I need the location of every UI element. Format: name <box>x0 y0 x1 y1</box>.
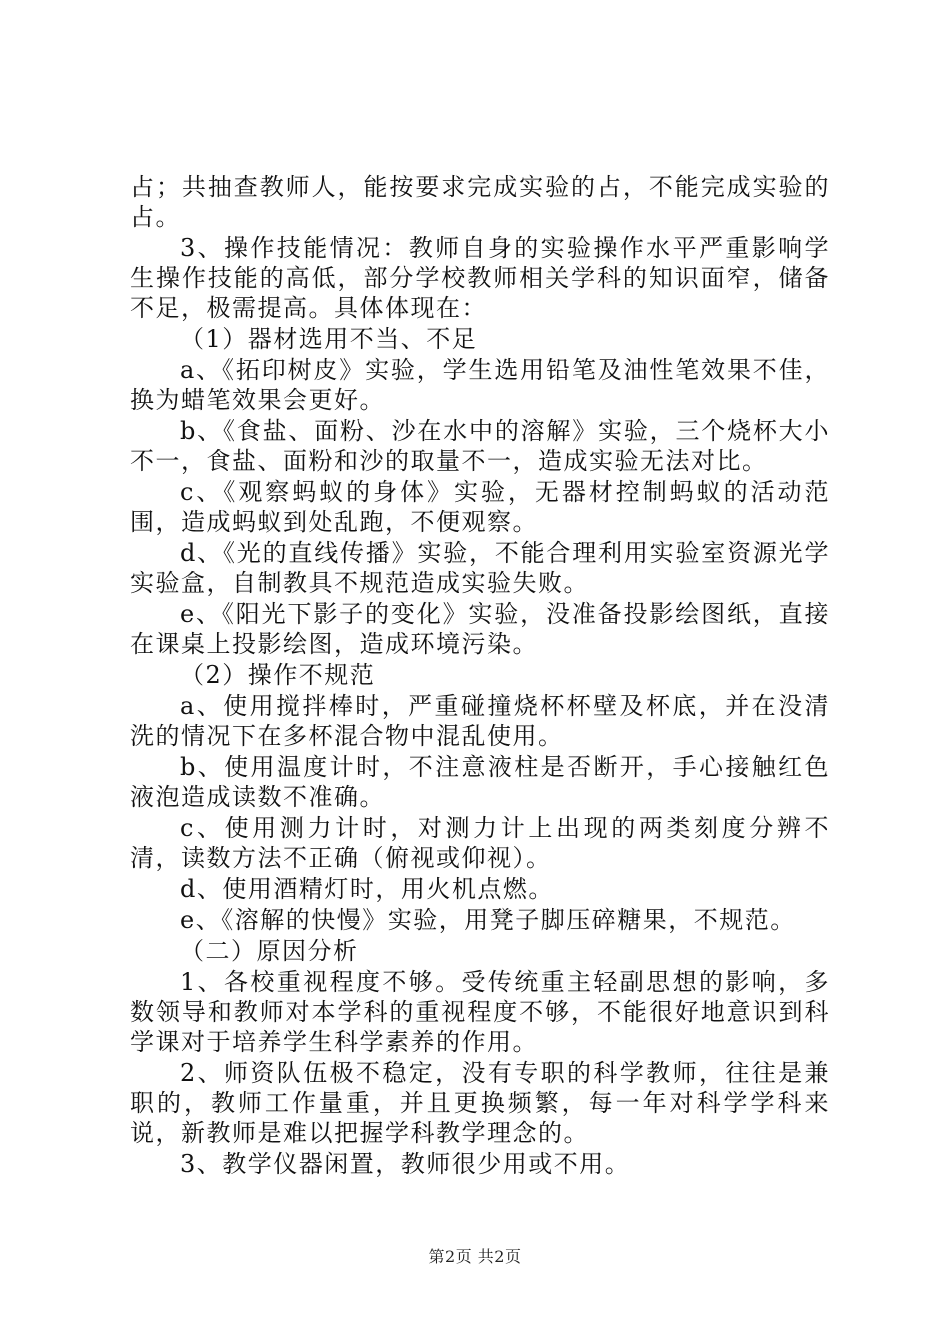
paragraph-skill-situation: 3、操作技能情况：教师自身的实验操作水平严重影响学生操作技能的高低，部分学校教师相关学科的知识面窄，储备不足，极需提高。具体体现在： <box>130 234 830 322</box>
list-item-equipment-a: a、《拓印树皮》实验，学生选用铅笔及油性笔效果不佳，换为蜡笔效果会更好。 <box>130 356 830 414</box>
list-item-operation-e: e、《溶解的快慢》实验，用凳子脚压碎糖果，不规范。 <box>180 906 796 934</box>
list-item-operation-a: a、使用搅拌棒时，严重碰撞烧杯杯壁及杯底，并在没清洗的情况下在多杯混合物中混乱使用。 <box>130 692 830 750</box>
list-item-operation-b: b、使用温度计时，不注意液柱是否断开，手心接触红色液泡造成读数不准确。 <box>130 753 830 811</box>
document-body <box>130 172 830 1179</box>
section-heading-cause-analysis: （二）原因分析 <box>180 937 359 965</box>
subheading-irregular-operation: （2）操作不规范 <box>180 661 376 689</box>
list-item-equipment-b: b、《食盐、面粉、沙在水中的溶解》实验，三个烧杯大小不一，食盐、面粉和沙的取量不一，造成实验无法对比。 <box>130 417 830 475</box>
page-number-footer: 第2页 共2页 <box>428 1247 522 1266</box>
list-item-equipment-d: d、《光的直线传播》实验，不能合理利用实验室资源光学实验盒，自制教具不规范造成实验失败。 <box>130 539 830 597</box>
paragraph-cause-3: 3、教学仪器闲置，教师很少用或不用。 <box>180 1150 631 1178</box>
list-item-equipment-e: e、《阳光下影子的变化》实验，没准备投影绘图纸，直接在课桌上投影绘图，造成环境污染。 <box>130 600 830 658</box>
list-item-equipment-c: c、《观察蚂蚁的身体》实验，无器材控制蚂蚁的活动范围，造成蚂蚁到处乱跑，不便观察。 <box>130 478 830 536</box>
list-item-operation-c: c、使用测力计时，对测力计上出现的两类刻度分辨不清，读数方法不正确（俯视或仰视）。 <box>130 814 830 872</box>
subheading-equipment-selection: （1）器材选用不当、不足 <box>180 325 478 353</box>
paragraph-cause-1: 1、各校重视程度不够。受传统重主轻副思想的影响，多数领导和教师对本学科的重视程度不够，不能很好地意识到科学课对于培养学生科学素养的作用。 <box>130 968 830 1056</box>
list-item-operation-d: d、使用酒精灯时，用火机点燃。 <box>180 875 554 903</box>
paragraph-cause-2: 2、师资队伍极不稳定，没有专职的科学教师，往往是兼职的，教师工作量重，并且更换频繁，每一年对科学学科来说，新教师是难以把握学科教学理念的。 <box>130 1059 830 1147</box>
paragraph-continuation: 占；共抽查教师人，能按要求完成实验的占，不能完成实验的占。 <box>130 173 830 231</box>
